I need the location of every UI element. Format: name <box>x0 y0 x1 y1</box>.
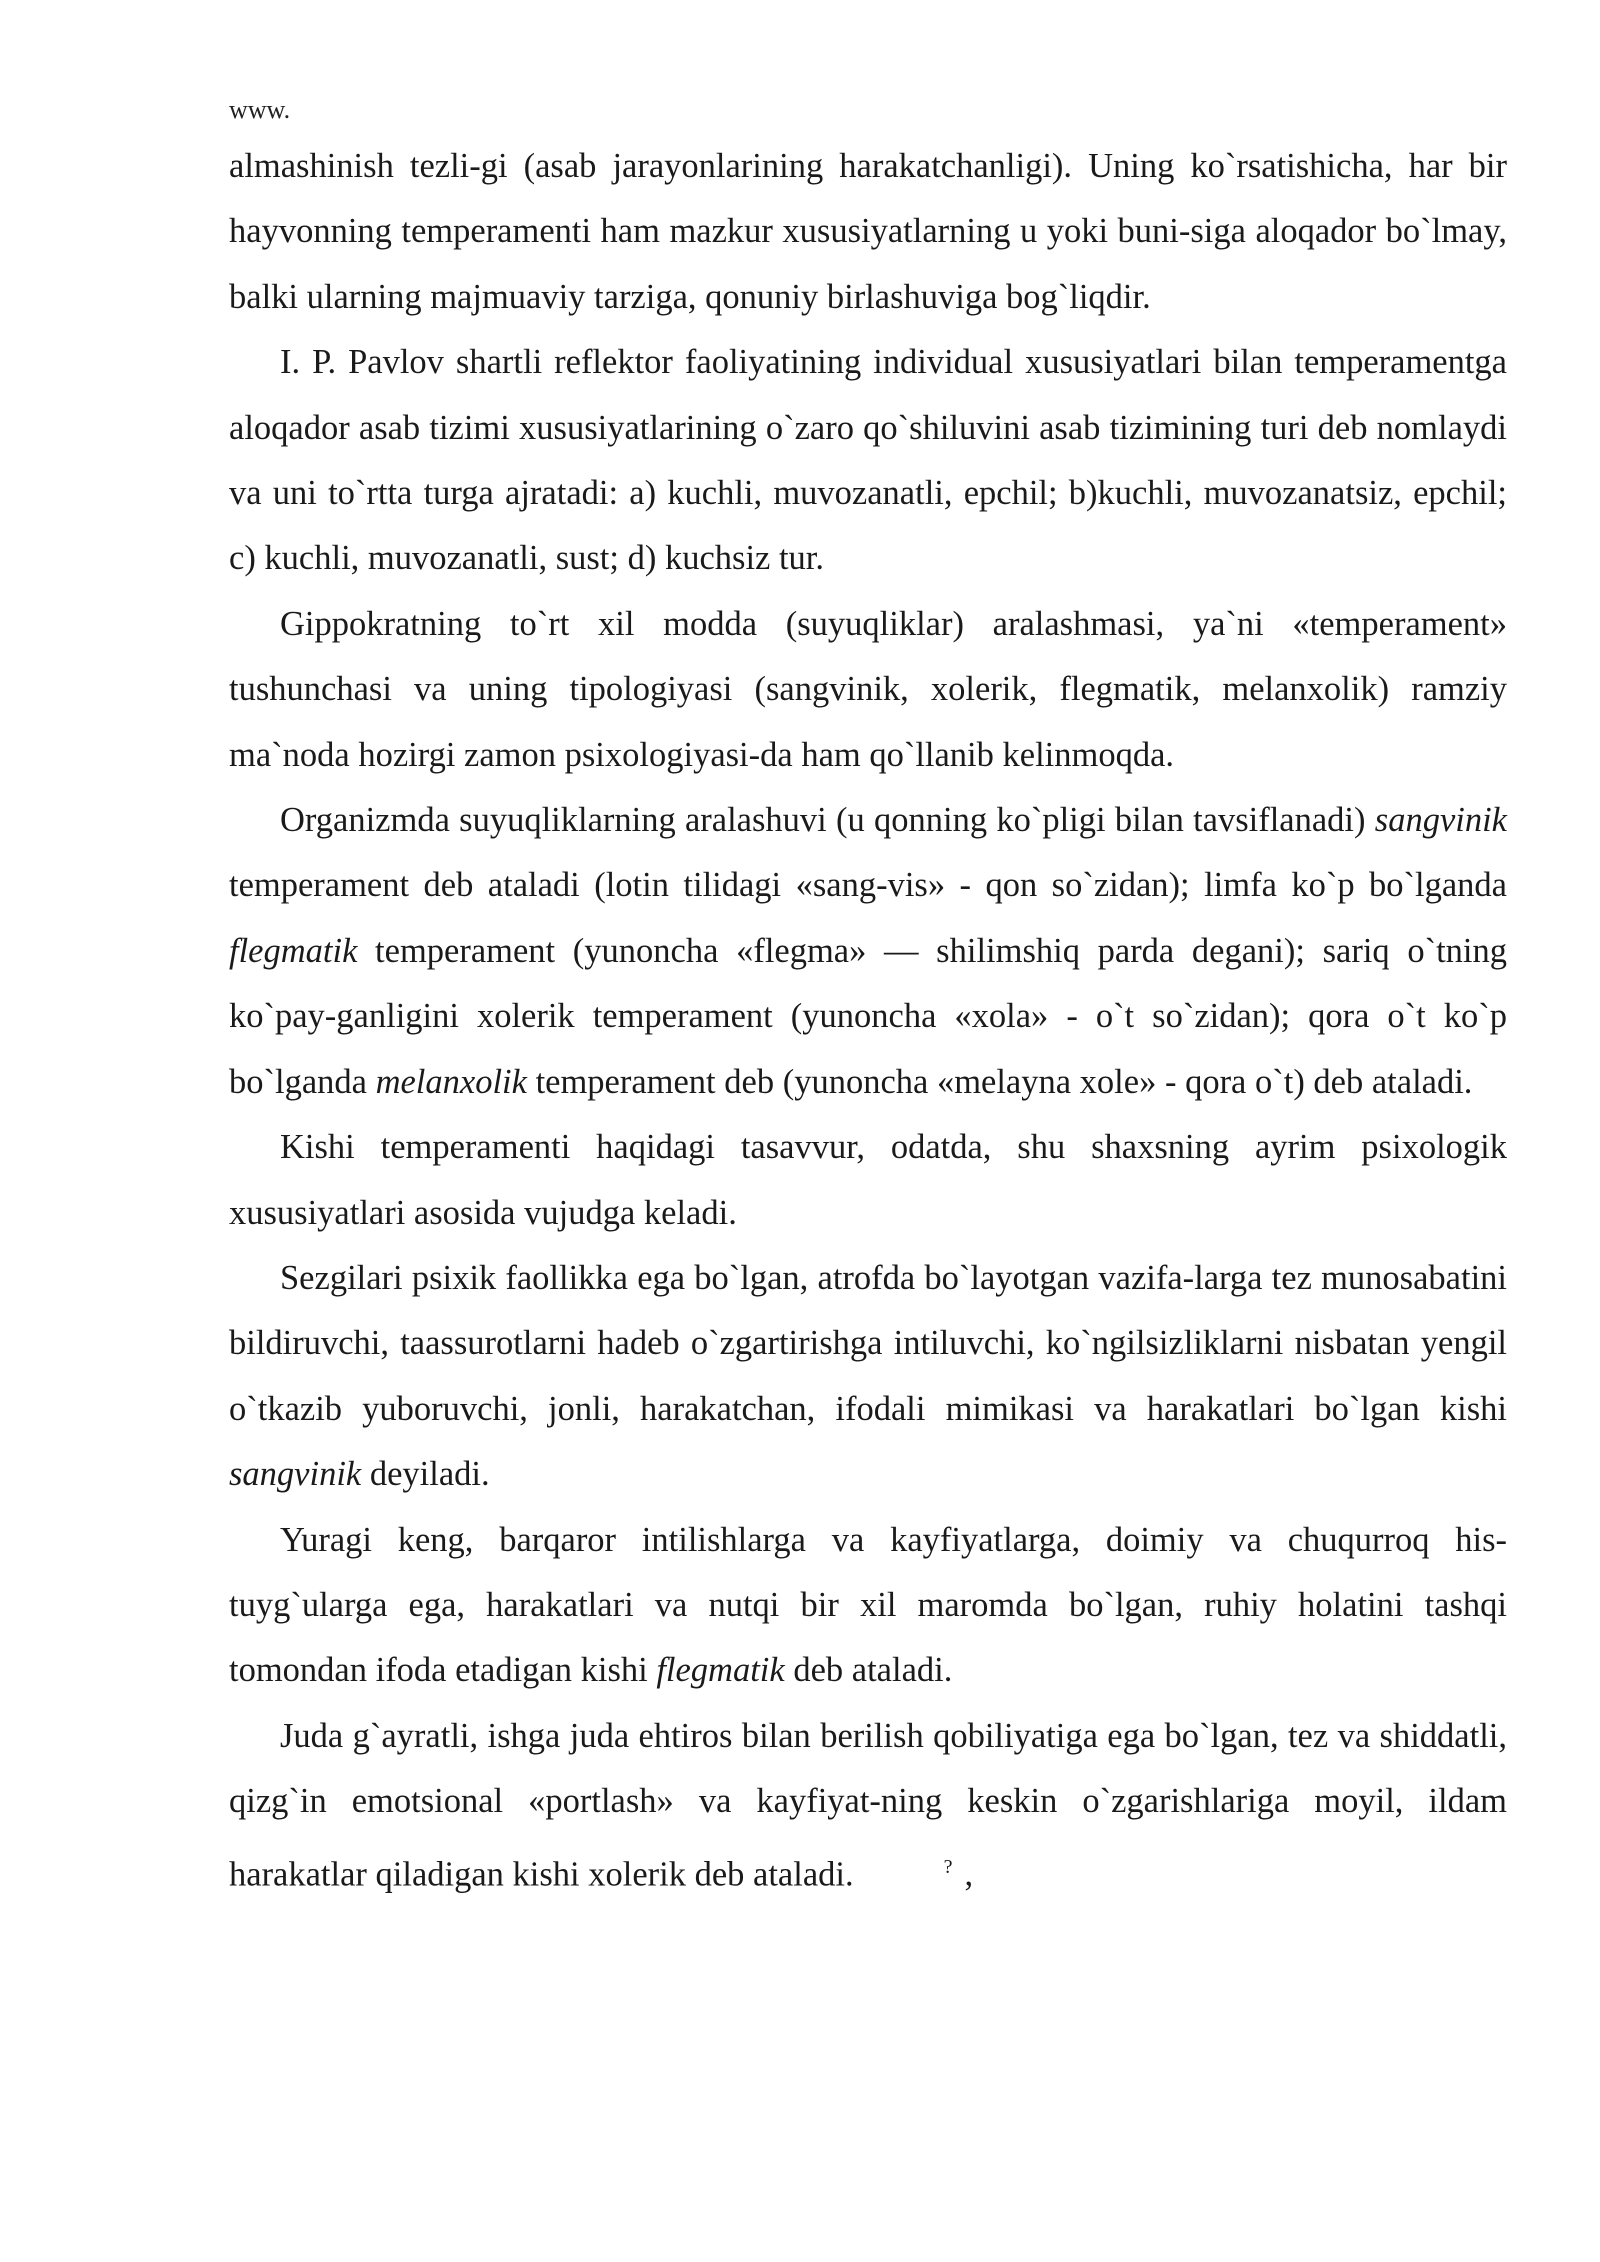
trailing-comma: , <box>964 1855 974 1894</box>
italic-term: melanxolik <box>375 1062 527 1101</box>
question-mark: ? <box>943 1855 953 1878</box>
text-segment: Organizmda suyuqliklarning aralashuvi (u qonning ko`pligi bilan tavsiflanadi) <box>280 801 1375 840</box>
text-segment: temperament deb ataladi (lotin tilidagi «sang-vis» - qon so`zidan); limfa ko`p bo`lganda <box>229 866 1507 905</box>
text-segment: deb ataladi. <box>784 1651 953 1690</box>
italic-term: flegmatik <box>229 931 358 970</box>
text-segment: Kishi temperamenti haqidagi tasavvur, odatda, shu shaxsning ayrim psixologik xususiyatlari asosida vujudga keladi. <box>229 1128 1507 1232</box>
paragraph-3 <box>229 592 1507 788</box>
text-segment: Yuragi keng, barqaror intilishlarga va kayfiyatlarga, doimiy va chuqurroq his-tuyg`ularga ega, harakatlari va nutqi bir xil maromda bo`lgan, ruhiy holatini tashqi tomondan ifoda etadigan kishi <box>229 1520 1507 1690</box>
text-segment: I. P. Pavlov shartli reflektor faoliyatining individual xususiyatlari bilan temperamentga aloqador asab tizimi xususiyatlarining o`zaro qo`shiluvini asab tizimining turi deb nomlaydi va uni to`rtta turga ajratadi: a) kuchli, muvozanatli, epchil; b)kuchli, muvozanatsiz, epchil; c) kuchli, muvozanatli, sust; d) kuchsiz tur. <box>229 343 1507 578</box>
text-segment: Juda g`ayratli, ishga juda ehtiros bilan berilish qobiliyatiga ega bo`lgan, tez va shiddatli, qizg`in emotsional «portlash» va kayfiyat-ning keskin o`zgarishlariga moyil, ildam harakatlar qiladigan kishi xolerik deb ataladi. <box>229 1716 1507 1894</box>
paragraph-7 <box>229 1508 1507 1704</box>
italic-term: sangvinik <box>229 1455 362 1494</box>
document-page <box>229 90 1507 1907</box>
paragraph-6 <box>229 1246 1507 1508</box>
paragraph-8 <box>229 1704 1507 1908</box>
text-segment: Sezgilari psixik faollikka ega bo`lgan, atrofda bo`layotgan vazifa-larga tez munosabatini bildiruvchi, taassurotlarni hadeb o`zgartirishga intiluvchi, ko`ngilsizliklarni nisbatan yengil o`tkazib yuboruvchi, jonli, harakatchan, ifodali mimikasi va harakatlari bo`lgan kishi <box>229 1258 1507 1428</box>
text-segment: deyiladi. <box>361 1455 490 1494</box>
italic-term: flegmatik <box>656 1651 785 1690</box>
text-segment: almashinish tezli-gi (asab jarayonlarining harakatchanligi). Uning ko`rsatishicha, har bir hayvonning temperamenti ham mazkur xususiyatlarning u yoki buni-siga aloqador bo`lmay, balki ularning majmuaviy tarziga, qonuniy birlashuviga bog`liqdir. <box>229 147 1507 316</box>
header-mark: www. <box>229 95 291 124</box>
italic-term: sangvinik <box>1374 801 1507 840</box>
paragraph-1 <box>229 134 1507 330</box>
paragraph-2 <box>229 330 1507 592</box>
paragraph-4 <box>229 788 1507 1115</box>
text-segment: temperament deb (yunoncha «melayna xole» - qora o`t) deb ataladi. <box>526 1062 1473 1101</box>
text-segment: Gippokratning to`rt xil modda (suyuqliklar) aralashmasi, ya`ni «temperament» tushunchasi va uning tipologiyasi (sangvinik, xolerik, flegmatik, melanxolik) ramziy ma`noda hozirgi zamon psixologiyasi-da ham qo`llanib kelinmoqda. <box>229 604 1507 774</box>
paragraph-5 <box>229 1115 1507 1246</box>
text-segment: temperament (yunoncha «flegma» — shilimshiq parda degani); sariq o`tning ko`pay-ganligini xolerik temperament (yunoncha «xola» - o`t so`zidan); qora o`t ko`p bo`lganda <box>229 931 1507 1101</box>
